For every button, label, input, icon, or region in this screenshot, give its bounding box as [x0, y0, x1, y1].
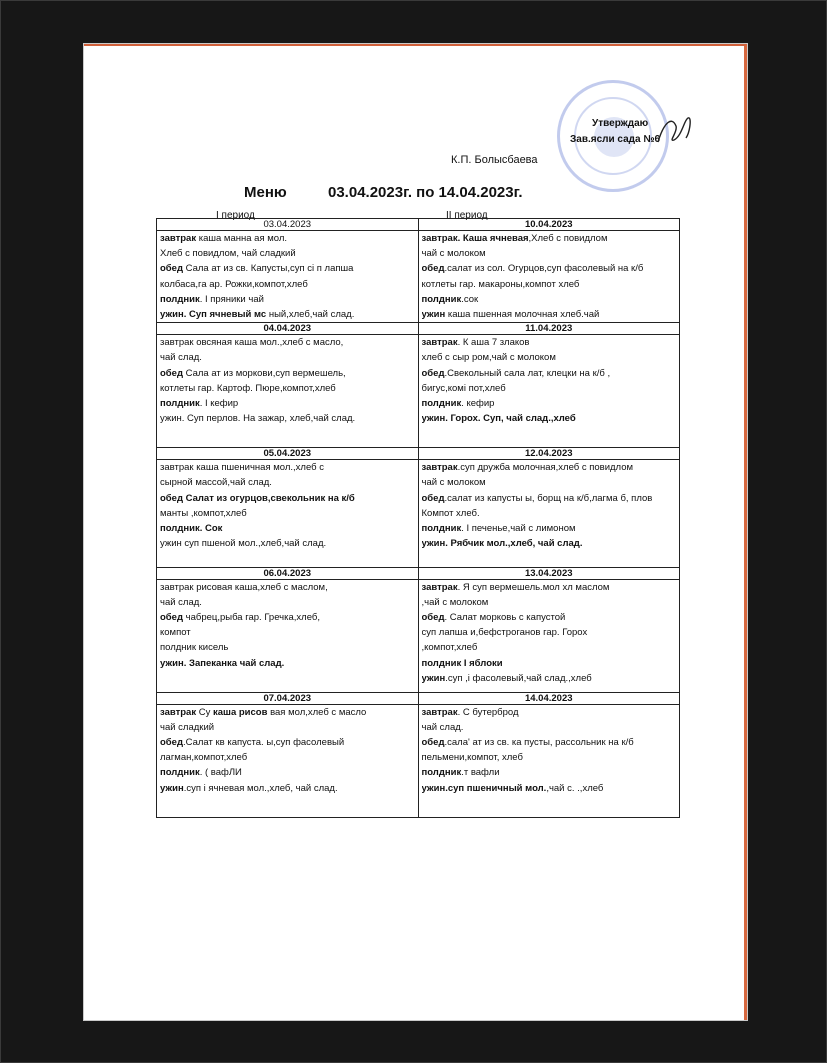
date-cell: 12.04.2023	[418, 448, 680, 460]
meal-line	[422, 261, 677, 276]
meal-line	[422, 460, 677, 475]
meal-line	[422, 671, 677, 686]
meal-label: полдник І яблоки	[421, 657, 503, 669]
meal-label: ужин. Запеканка чай слад.	[160, 657, 285, 669]
meal-line	[422, 735, 677, 750]
meal-text: вая мол,хлеб с масло	[267, 706, 367, 718]
approver-title: Зав.ясли сада №6	[570, 134, 661, 145]
meal-label: полдник	[160, 293, 200, 305]
meal-line	[422, 551, 677, 566]
meal-line	[160, 261, 415, 276]
meal-line	[160, 411, 415, 426]
meal-line	[422, 781, 677, 796]
meal-line	[160, 595, 415, 610]
date-cell: 11.04.2023	[418, 323, 680, 335]
date-cell: 05.04.2023	[157, 448, 419, 460]
meal-text: полдник кисель	[160, 642, 229, 654]
meal-label: полдник	[421, 523, 462, 535]
meal-line	[422, 231, 677, 246]
meal-line	[160, 521, 415, 536]
meal-text: ,Хлеб с повидлом	[528, 233, 608, 244]
meal-line	[422, 475, 677, 490]
meal-text: котлеты гар. Картоф. Пюре,компот,хлеб	[160, 382, 336, 394]
meal-label: обед	[421, 737, 445, 749]
meal-line	[422, 625, 677, 640]
meal-line	[422, 277, 677, 292]
date-row	[157, 448, 680, 460]
meal-label: обед	[160, 367, 183, 379]
meal-line	[160, 506, 415, 521]
meal-line	[422, 335, 677, 350]
meal-text: лагман,компот,хлеб	[160, 752, 248, 764]
meals-row	[157, 231, 680, 323]
meal-text: чай с молоком	[421, 477, 486, 489]
document-page	[84, 44, 747, 1020]
meal-label: обед	[160, 612, 183, 624]
meal-line	[160, 396, 415, 411]
meal-label: завтрак	[421, 581, 458, 593]
meals-cell	[157, 335, 419, 448]
date-row	[157, 219, 680, 231]
meal-text: завтрак овсяная каша мол.,хлеб с масло,	[160, 337, 344, 349]
meal-line	[160, 640, 415, 655]
meal-text: .салат из капусты ы, борщ на к/б,лагма б, плов	[444, 492, 653, 504]
meals-cell	[418, 460, 680, 567]
date-cell: 13.04.2023	[418, 567, 680, 579]
menu-table	[156, 218, 680, 818]
meal-line	[422, 656, 677, 671]
meal-line	[422, 536, 677, 551]
meal-label: полдник	[421, 398, 462, 410]
meal-text: ный,хлеб,чай слад.	[266, 309, 355, 321]
date-cell: 06.04.2023	[157, 567, 419, 579]
meal-text: .салат из сол. Огурцов,суп фасолевый на к/б	[444, 263, 644, 275]
meal-line	[160, 307, 415, 322]
meal-label: ужин	[421, 309, 446, 321]
meals-cell	[157, 704, 419, 817]
meal-line	[160, 656, 415, 671]
meals-cell	[157, 231, 419, 323]
meal-text: . К аша 7 злаков	[457, 337, 530, 349]
meal-text: манты ,компот,хлеб	[160, 507, 247, 519]
meal-label: завтрак. Каша ячневая	[421, 233, 529, 244]
period-2-label: II период	[446, 210, 488, 221]
approval-label: Утверждаю	[592, 118, 649, 129]
approver-name: К.П. Болысбаева	[451, 154, 538, 166]
meal-line	[422, 381, 677, 396]
date-cell: 10.04.2023	[418, 219, 680, 231]
meal-label: завтрак	[421, 706, 458, 718]
meal-text: .сок	[461, 293, 479, 305]
date-cell: 03.04.2023	[157, 219, 419, 231]
meal-text: колбаса,га ар. Рожки,компот,хлеб	[160, 278, 308, 290]
meals-row	[157, 579, 680, 692]
meal-text: завтрак каша пшеничная мол.,хлеб с	[160, 462, 324, 474]
meal-text: чай слад.	[421, 721, 464, 733]
meal-text: Хлеб с повидлом, чай сладкий	[160, 248, 296, 260]
meal-text: бигус,комі пот,хлеб	[421, 382, 506, 394]
meal-line	[422, 610, 677, 625]
meal-text: ,чай с. .,хлеб	[546, 782, 604, 794]
date-cell: 14.04.2023	[418, 692, 680, 704]
meal-line	[160, 551, 415, 566]
meal-line	[422, 396, 677, 411]
meals-cell	[418, 704, 680, 817]
meal-line	[160, 781, 415, 796]
meal-text: чабрец,рыба гар. Гречка,хлеб,	[183, 612, 320, 624]
meal-label: полдник	[421, 293, 462, 305]
meal-line	[422, 765, 677, 780]
meals-cell	[418, 579, 680, 692]
meal-text: ужин. Суп перлов. На зажар, хлеб,чай слад.	[160, 413, 356, 425]
meal-label: обед	[160, 263, 183, 275]
meal-text: ужин суп пшеной мол.,хлеб,чай слад.	[160, 538, 327, 550]
meal-label: ужин. Горох. Суп, чай слад.,хлеб	[421, 413, 576, 425]
meal-label: завтрак	[421, 462, 458, 474]
meal-text: .суп дружба молочная,хлеб с повидлом	[457, 462, 634, 474]
meal-label: обед	[421, 612, 445, 624]
meal-line	[160, 350, 415, 365]
meal-line	[160, 292, 415, 307]
meal-label: ужин. Суп ячневый мс	[160, 309, 267, 321]
meal-text: . І печенье,чай с лимоном	[461, 523, 576, 535]
meal-text: . С бутерброд	[457, 706, 519, 718]
meal-line	[160, 625, 415, 640]
meal-line	[160, 735, 415, 750]
meal-text: каша манна ая мол.	[196, 233, 288, 244]
meal-line: чай сладкий	[160, 721, 215, 733]
menu-date-range: 03.04.2023г. по 14.04.2023г.	[328, 184, 523, 201]
meals-row	[157, 704, 680, 817]
meal-text: . Салат морковь с капустой	[444, 612, 566, 624]
meal-text: Компот хлеб.	[421, 507, 480, 519]
meal-label: полдник	[421, 767, 462, 779]
meal-text: котлеты гар. макароны,компот хлеб	[421, 278, 580, 290]
meal-line	[422, 491, 677, 506]
meal-text: чай слад.	[160, 596, 202, 608]
meals-row	[157, 335, 680, 448]
meal-text-bold: каша рисов	[212, 706, 268, 718]
date-row	[157, 323, 680, 335]
meal-line	[160, 610, 415, 625]
meals-row	[157, 460, 680, 567]
meal-text: . кефир	[461, 398, 495, 410]
signature-mark	[654, 112, 698, 152]
meal-line	[160, 366, 415, 381]
meal-line	[160, 750, 415, 765]
meal-label: ужин	[421, 672, 446, 684]
meal-label: завтрак	[160, 706, 197, 718]
meal-text: . І пряники чай	[199, 293, 264, 305]
meal-line	[160, 491, 415, 506]
meal-text: суп лапша и,бефстроганов гар. Горох	[421, 627, 588, 639]
meal-label: обед	[421, 492, 445, 504]
meal-line	[422, 580, 677, 595]
meal-line	[160, 277, 415, 292]
date-row	[157, 567, 680, 579]
meal-label: ужин	[160, 782, 184, 794]
meal-text: . Я суп вермешель.мол хл маслом	[457, 581, 610, 593]
meal-line	[160, 460, 415, 475]
meal-label: полдник. Сок	[160, 523, 223, 535]
meal-line	[422, 595, 677, 610]
meal-line	[422, 366, 677, 381]
menu-title: Меню	[244, 184, 287, 201]
meal-label: завтрак	[160, 233, 197, 244]
meal-line	[422, 640, 677, 655]
meal-text: чай с молоком	[421, 248, 486, 260]
meal-text: . ( вафЛИ	[199, 767, 242, 779]
meal-label: обед	[160, 737, 183, 749]
meals-cell	[418, 335, 680, 448]
meal-text: .сала' ат из св. ка пусты, рассольник на к/б	[444, 737, 634, 749]
meal-text: ,компот,хлеб	[421, 642, 478, 654]
meal-label: ужин. Рябчик мол.,хлеб, чай слад.	[421, 538, 583, 550]
meal-line	[422, 720, 677, 735]
meal-line	[160, 671, 415, 686]
meal-text: .т вафли	[461, 767, 500, 779]
period-1-label: I период	[216, 210, 255, 221]
meal-text: Сала ат из моркови,суп вермешель,	[183, 367, 346, 379]
meal-text: пельмени,компот, хлеб	[421, 752, 523, 764]
meal-line	[422, 307, 677, 322]
meal-text: хлеб с сыр ром,чай с молоком	[421, 352, 556, 364]
meal-line	[160, 246, 415, 261]
meals-cell	[157, 579, 419, 692]
meal-text: компот	[160, 627, 191, 639]
meal-line	[160, 335, 415, 350]
date-cell: 04.04.2023	[157, 323, 419, 335]
meal-text: сырной массой,чай слад.	[160, 477, 272, 489]
meal-line	[160, 231, 415, 246]
meal-line	[160, 765, 415, 780]
meal-label: обед	[421, 263, 445, 275]
date-row	[157, 692, 680, 704]
meal-label: полдник	[160, 767, 200, 779]
meal-line	[160, 536, 415, 551]
meal-text: Су	[196, 706, 213, 718]
meal-line	[422, 750, 677, 765]
meal-line	[160, 475, 415, 490]
meal-text: .Салат кв капуста. ы,суп фасолевый	[183, 737, 345, 749]
meal-label: обед	[421, 367, 445, 379]
meal-line	[160, 705, 415, 720]
meal-line	[422, 246, 677, 261]
meal-text: чай слад.	[160, 352, 202, 364]
meal-line	[422, 292, 677, 307]
meal-text: .суп і ячневая мол.,хлеб, чай слад.	[183, 782, 338, 794]
meal-line	[422, 521, 677, 536]
meals-cell	[157, 460, 419, 567]
meal-line	[422, 506, 677, 521]
meal-label: полдник	[160, 398, 200, 410]
meal-line	[422, 411, 677, 426]
meal-text: ,чай с молоком	[421, 596, 489, 608]
meals-cell	[418, 231, 680, 323]
meal-label: обед Салат из огурцов,свекольник на к/б	[160, 492, 355, 504]
meal-label: ужин.суп пшеничный мол.	[421, 782, 547, 794]
meal-text: Сала ат из св. Капусты,суп сі п лапша	[183, 263, 354, 275]
meal-line	[422, 350, 677, 365]
meal-line	[422, 705, 677, 720]
meal-text: завтрак рисовая каша,хлеб с маслом,	[160, 581, 328, 593]
meal-line	[160, 580, 415, 595]
meal-line	[160, 381, 415, 396]
meal-text: .Свекольный сала лат, клецки на к/б ,	[444, 367, 611, 379]
meal-text: каша пшенная молочная хлеб.чай	[445, 309, 600, 321]
meal-text: .суп ,і фасолевый,чай слад.,хлеб	[445, 672, 592, 684]
meal-label: завтрак	[421, 337, 458, 349]
meal-text: . І кефир	[199, 398, 239, 410]
date-cell: 07.04.2023	[157, 692, 419, 704]
